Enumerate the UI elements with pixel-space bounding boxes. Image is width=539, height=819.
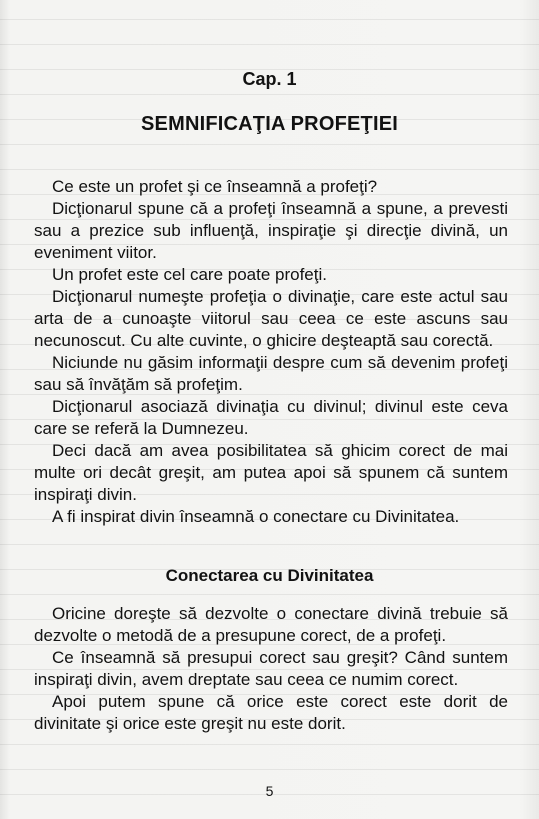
paragraph: Apoi putem spune că orice este corect este dorit de divinitate şi orice este greşit nu este dorit. bbox=[34, 692, 508, 733]
body-text-block-1 bbox=[34, 176, 508, 528]
paragraph: Un profet este cel care poate profeţi. bbox=[52, 265, 327, 284]
paragraph: Dicţionarul spune că a profeţi înseamnă a spune, a prevesti sau a prezice sub influenţă, inspiraţie şi direcţie divină, un eveniment viitor. bbox=[34, 199, 508, 262]
paragraph: Niciunde nu găsim informaţii despre cum să devenim profeţi sau să învăţăm să profeţim. bbox=[34, 353, 508, 394]
paragraph: Ce este un profet şi ce înseamnă a profeţi? bbox=[52, 177, 378, 196]
paragraph: Dicţionarul numeşte profeţia o divinaţie, care este actul sau arta de a cunoaşte viitorul sau ceea ce este ascuns sau necunoscut. Cu alte cuvinte, o ghicire deşteaptă sau corectă. bbox=[34, 287, 508, 350]
paragraph: A fi inspirat divin înseamnă o conectare cu Divinitatea. bbox=[52, 507, 460, 526]
paragraph: Dicţionarul asociază divinaţia cu divinul; divinul este ceva care se referă la Dumnezeu. bbox=[34, 397, 508, 438]
paragraph: Ce înseamnă să presupui corect sau greşit? Când suntem inspiraţi divin, avem dreptate sau ceea ce numim corect. bbox=[34, 648, 508, 689]
page-number: 5 bbox=[265, 783, 274, 799]
chapter-title: SEMNIFICAŢIA PROFEŢIEI bbox=[141, 113, 398, 135]
section-title: Conectarea cu Divinitatea bbox=[165, 566, 374, 585]
body-text-block-2 bbox=[34, 603, 508, 735]
paragraph: Oricine doreşte să dezvolte o conectare divină trebuie să dezvolte o metodă de a presupune corect, de a profeţi. bbox=[34, 604, 508, 645]
paragraph: Deci dacă am avea posibilitatea să ghicim corect de mai multe ori decât greşit, am putea apoi să spunem că suntem inspiraţi divin. bbox=[34, 441, 508, 504]
chapter-label: Cap. 1 bbox=[242, 69, 297, 89]
